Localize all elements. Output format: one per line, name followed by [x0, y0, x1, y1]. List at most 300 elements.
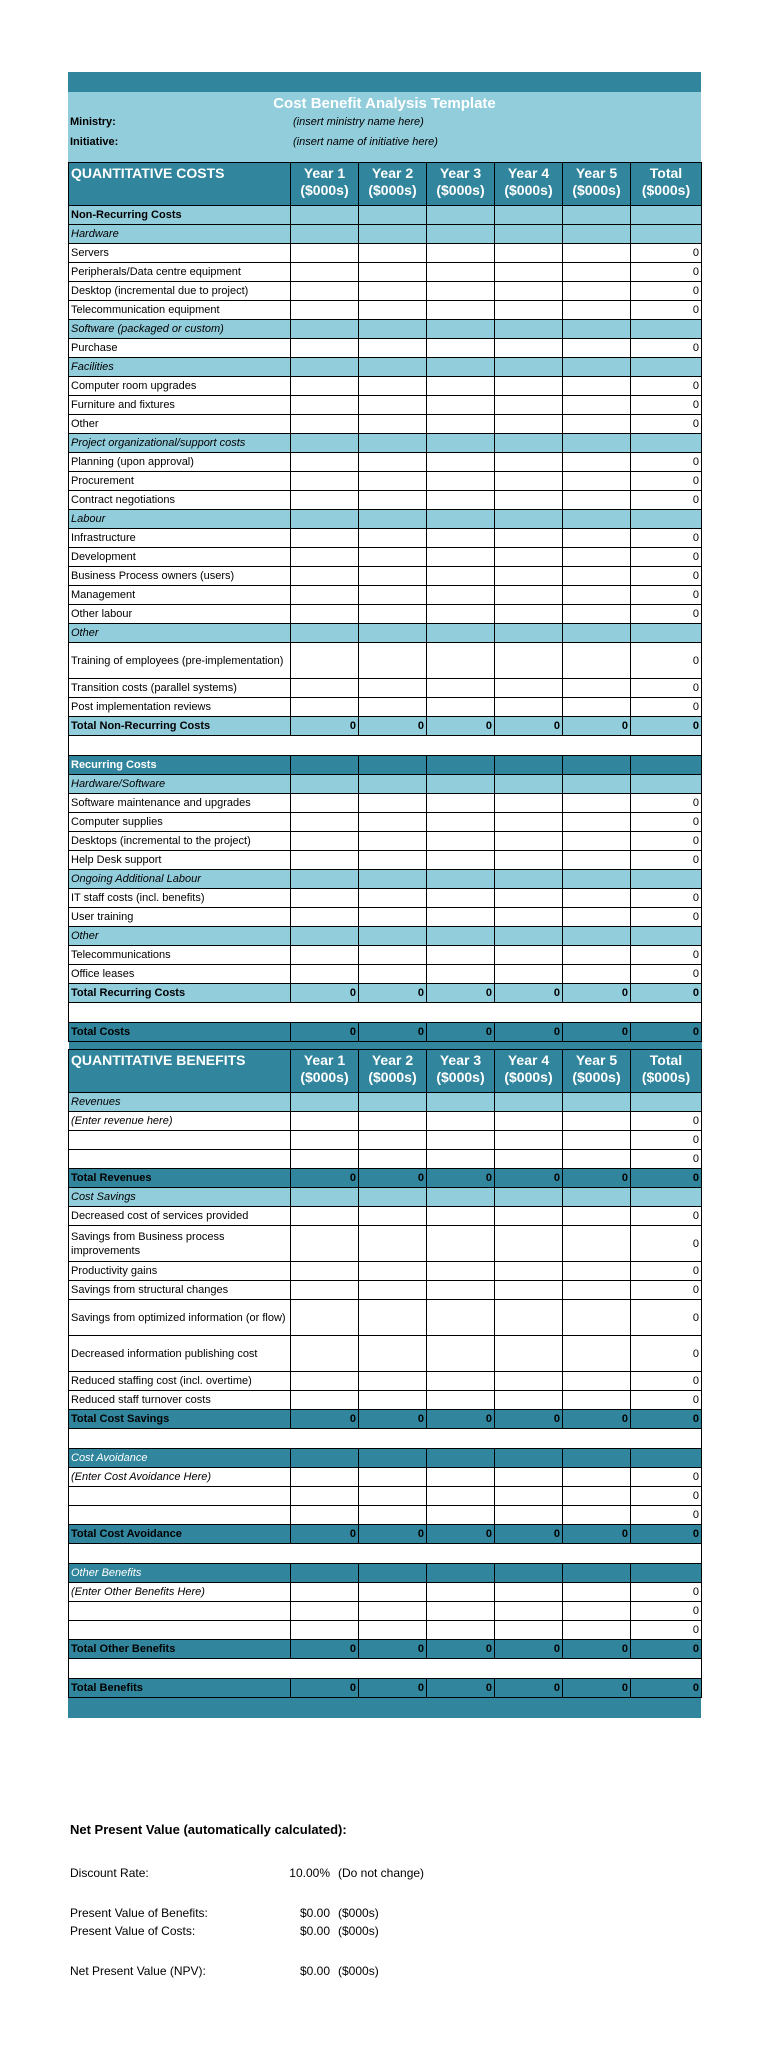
year-cell[interactable]: [495, 605, 563, 624]
year-cell[interactable]: [427, 1621, 495, 1640]
year-cell[interactable]: [495, 1112, 563, 1131]
row-label: Savings from structural changes: [69, 1281, 291, 1300]
year-cell[interactable]: [359, 1487, 427, 1506]
year-cell[interactable]: [291, 415, 359, 434]
year-cell: [359, 1188, 427, 1207]
year-cell[interactable]: [291, 794, 359, 813]
year-cell[interactable]: [563, 1262, 631, 1281]
table-row: [69, 1449, 702, 1468]
year-cell[interactable]: [495, 453, 563, 472]
year-cell[interactable]: [291, 1487, 359, 1506]
year-cell[interactable]: [495, 794, 563, 813]
ministry-field[interactable]: (insert ministry name here): [293, 116, 424, 128]
year-cell[interactable]: [563, 453, 631, 472]
row-label: IT staff costs (incl. benefits): [69, 889, 291, 908]
year-cell: [291, 775, 359, 794]
year-cell[interactable]: [563, 1281, 631, 1300]
total-cell: 0: [631, 415, 702, 434]
year-cell[interactable]: [427, 1150, 495, 1169]
year-cell: 0: [291, 984, 359, 1003]
year-cell[interactable]: [563, 1131, 631, 1150]
year-cell: [563, 225, 631, 244]
year-cell[interactable]: [427, 1112, 495, 1131]
year-cell[interactable]: [427, 472, 495, 491]
year-cell[interactable]: [359, 415, 427, 434]
npv-label: Net Present Value (NPV):: [70, 1964, 206, 1978]
year-cell[interactable]: [495, 1583, 563, 1602]
year-cell[interactable]: [495, 415, 563, 434]
year-cell[interactable]: [359, 244, 427, 263]
year-cell[interactable]: [495, 965, 563, 984]
year-cell[interactable]: [495, 377, 563, 396]
year-cell[interactable]: [427, 586, 495, 605]
year-cell: [291, 1188, 359, 1207]
year-cell[interactable]: [563, 529, 631, 548]
total-cell: 0: [631, 643, 702, 679]
year-cell[interactable]: [495, 1131, 563, 1150]
year-cell[interactable]: [359, 946, 427, 965]
year-cell[interactable]: [563, 491, 631, 510]
table-row: [69, 698, 702, 717]
table-row: [69, 984, 702, 1003]
year-header: Year 5 ($000s): [563, 163, 631, 206]
row-label: Savings from Business process improvements: [69, 1226, 291, 1262]
row-label: Other Benefits: [69, 1564, 291, 1583]
year-cell: [427, 1093, 495, 1112]
year-cell[interactable]: [359, 1226, 427, 1262]
initiative-field[interactable]: (insert name of initiative here): [293, 136, 438, 148]
blank-row: [69, 1429, 702, 1449]
year-cell[interactable]: [563, 1391, 631, 1410]
year-cell[interactable]: [427, 244, 495, 263]
row-label: Total Revenues: [69, 1169, 291, 1188]
bottom-band: [68, 1698, 701, 1718]
year-cell[interactable]: [563, 1487, 631, 1506]
year-cell[interactable]: [563, 1207, 631, 1226]
year-cell[interactable]: [495, 1372, 563, 1391]
year-cell[interactable]: [291, 529, 359, 548]
row-label: Productivity gains: [69, 1262, 291, 1281]
year-cell[interactable]: [563, 396, 631, 415]
year-cell[interactable]: [563, 1602, 631, 1621]
year-cell[interactable]: [563, 244, 631, 263]
year-cell[interactable]: [563, 1468, 631, 1487]
year-cell[interactable]: [427, 605, 495, 624]
year-cell[interactable]: [427, 567, 495, 586]
table-row: [69, 1150, 702, 1169]
year-cell[interactable]: [291, 1372, 359, 1391]
year-cell[interactable]: [495, 529, 563, 548]
year-cell[interactable]: [427, 813, 495, 832]
year-cell[interactable]: [359, 263, 427, 282]
year-cell[interactable]: [427, 491, 495, 510]
total-cell: 0: [631, 1468, 702, 1487]
row-label: Hardware: [69, 225, 291, 244]
year-cell[interactable]: [427, 698, 495, 717]
year-cell[interactable]: [359, 1150, 427, 1169]
row-label: Cost Avoidance: [69, 1449, 291, 1468]
row-label: Other: [69, 624, 291, 643]
year-cell[interactable]: [563, 586, 631, 605]
year-cell[interactable]: [495, 698, 563, 717]
year-cell[interactable]: [427, 1468, 495, 1487]
year-cell[interactable]: [359, 794, 427, 813]
total-cell: [631, 1093, 702, 1112]
year-cell[interactable]: [427, 282, 495, 301]
year-cell: [291, 870, 359, 889]
year-cell[interactable]: [495, 244, 563, 263]
year-cell[interactable]: [359, 396, 427, 415]
table-header-row: [69, 163, 702, 206]
year-cell[interactable]: [563, 339, 631, 358]
year-cell[interactable]: [563, 1583, 631, 1602]
total-cell: 0: [631, 1131, 702, 1150]
row-label: Reduced staffing cost (incl. overtime): [69, 1372, 291, 1391]
year-cell[interactable]: [291, 263, 359, 282]
year-cell[interactable]: [359, 1621, 427, 1640]
year-cell[interactable]: [291, 491, 359, 510]
row-label: Total Cost Avoidance: [69, 1525, 291, 1544]
row-label: Revenues: [69, 1093, 291, 1112]
year-cell[interactable]: [427, 1262, 495, 1281]
total-cell: 0: [631, 567, 702, 586]
year-cell[interactable]: [291, 813, 359, 832]
year-cell[interactable]: [359, 377, 427, 396]
year-cell: [359, 1093, 427, 1112]
year-cell[interactable]: [291, 1391, 359, 1410]
year-cell[interactable]: [427, 946, 495, 965]
year-cell[interactable]: [563, 548, 631, 567]
year-cell[interactable]: [427, 529, 495, 548]
year-cell[interactable]: [563, 889, 631, 908]
year-cell[interactable]: [495, 586, 563, 605]
year-cell[interactable]: [291, 1583, 359, 1602]
year-cell[interactable]: [563, 301, 631, 320]
year-cell[interactable]: [495, 643, 563, 679]
year-cell[interactable]: [291, 1207, 359, 1226]
year-cell[interactable]: [563, 415, 631, 434]
year-cell[interactable]: [291, 1468, 359, 1487]
year-cell[interactable]: [495, 1336, 563, 1372]
year-cell[interactable]: [495, 1602, 563, 1621]
year-cell[interactable]: [495, 946, 563, 965]
year-cell[interactable]: [291, 339, 359, 358]
year-cell: 0: [495, 1023, 563, 1042]
year-cell[interactable]: [427, 263, 495, 282]
year-cell[interactable]: [427, 1226, 495, 1262]
year-cell[interactable]: [427, 415, 495, 434]
year-cell[interactable]: [359, 1372, 427, 1391]
year-cell[interactable]: [291, 698, 359, 717]
year-cell[interactable]: [495, 679, 563, 698]
year-cell: [427, 320, 495, 339]
year-cell[interactable]: [359, 567, 427, 586]
row-label: [69, 1621, 291, 1640]
row-label: Servers: [69, 244, 291, 263]
year-cell: [563, 927, 631, 946]
year-cell[interactable]: [427, 889, 495, 908]
year-cell[interactable]: [359, 529, 427, 548]
year-cell[interactable]: [563, 832, 631, 851]
year-cell[interactable]: [495, 263, 563, 282]
year-cell[interactable]: [359, 643, 427, 679]
year-cell[interactable]: [291, 453, 359, 472]
year-cell[interactable]: [427, 548, 495, 567]
year-cell[interactable]: [495, 396, 563, 415]
year-cell[interactable]: [291, 832, 359, 851]
year-cell[interactable]: [359, 813, 427, 832]
year-cell[interactable]: [291, 946, 359, 965]
year-cell[interactable]: [495, 548, 563, 567]
year-cell[interactable]: [359, 282, 427, 301]
year-cell[interactable]: [291, 1621, 359, 1640]
table-row: [69, 244, 702, 263]
year-cell[interactable]: [291, 472, 359, 491]
year-cell[interactable]: [495, 908, 563, 927]
year-cell[interactable]: [495, 1621, 563, 1640]
year-cell[interactable]: [563, 1506, 631, 1525]
year-cell[interactable]: [427, 1487, 495, 1506]
year-cell[interactable]: [359, 889, 427, 908]
year-cell[interactable]: [359, 605, 427, 624]
year-cell[interactable]: [291, 301, 359, 320]
year-cell: [563, 1093, 631, 1112]
year-cell[interactable]: [359, 832, 427, 851]
year-cell[interactable]: [563, 679, 631, 698]
year-cell[interactable]: [427, 1506, 495, 1525]
blank-cell: [69, 1659, 702, 1679]
year-cell: [563, 775, 631, 794]
year-cell[interactable]: [563, 472, 631, 491]
total-cell: 0: [631, 529, 702, 548]
year-cell[interactable]: [291, 1506, 359, 1525]
year-cell[interactable]: [291, 643, 359, 679]
year-cell[interactable]: [495, 1226, 563, 1262]
year-cell[interactable]: [563, 282, 631, 301]
year-cell[interactable]: [359, 339, 427, 358]
blank-row: [69, 736, 702, 756]
total-cell: 0: [631, 1410, 702, 1429]
year-cell[interactable]: [359, 1207, 427, 1226]
year-cell: [427, 358, 495, 377]
row-label: [69, 1487, 291, 1506]
year-cell[interactable]: [291, 1336, 359, 1372]
year-cell[interactable]: [291, 586, 359, 605]
year-cell[interactable]: [563, 908, 631, 927]
year-cell[interactable]: [563, 946, 631, 965]
year-cell[interactable]: [563, 1372, 631, 1391]
year-cell[interactable]: [291, 282, 359, 301]
year-cell[interactable]: [359, 453, 427, 472]
table-row: [69, 643, 702, 679]
table-row: [69, 1487, 702, 1506]
row-label: Procurement: [69, 472, 291, 491]
year-cell[interactable]: [291, 1226, 359, 1262]
year-cell[interactable]: [427, 643, 495, 679]
year-cell[interactable]: [427, 1131, 495, 1150]
year-cell[interactable]: [495, 1281, 563, 1300]
year-cell[interactable]: [291, 567, 359, 586]
year-cell[interactable]: [495, 567, 563, 586]
year-cell[interactable]: [495, 491, 563, 510]
year-cell[interactable]: [359, 1468, 427, 1487]
discount-rate-value[interactable]: 10.00%: [289, 1866, 330, 1880]
year-cell: [563, 320, 631, 339]
table-row: [69, 813, 702, 832]
year-cell[interactable]: [291, 1150, 359, 1169]
year-cell[interactable]: [427, 1300, 495, 1336]
year-header: Year 4 ($000s): [495, 1050, 563, 1093]
year-cell[interactable]: [291, 679, 359, 698]
year-cell[interactable]: [427, 1391, 495, 1410]
year-cell[interactable]: [291, 605, 359, 624]
year-cell[interactable]: [359, 1602, 427, 1621]
year-cell[interactable]: [359, 851, 427, 870]
year-cell[interactable]: [427, 1372, 495, 1391]
year-cell[interactable]: [291, 1281, 359, 1300]
year-cell[interactable]: [563, 377, 631, 396]
year-cell[interactable]: [563, 794, 631, 813]
year-cell[interactable]: [563, 1621, 631, 1640]
year-cell[interactable]: [427, 339, 495, 358]
year-cell[interactable]: [427, 965, 495, 984]
year-cell[interactable]: [359, 1583, 427, 1602]
year-cell[interactable]: [427, 453, 495, 472]
year-cell[interactable]: [563, 567, 631, 586]
year-cell[interactable]: [563, 643, 631, 679]
year-cell[interactable]: [427, 301, 495, 320]
year-cell[interactable]: [563, 1336, 631, 1372]
year-cell[interactable]: [427, 1602, 495, 1621]
year-cell[interactable]: [495, 813, 563, 832]
total-cell: 0: [631, 396, 702, 415]
year-cell[interactable]: [495, 889, 563, 908]
year-cell[interactable]: [427, 679, 495, 698]
year-cell[interactable]: [291, 1112, 359, 1131]
year-cell[interactable]: [359, 1112, 427, 1131]
year-cell[interactable]: [359, 491, 427, 510]
year-cell[interactable]: [291, 377, 359, 396]
year-cell[interactable]: [563, 1300, 631, 1336]
year-cell[interactable]: [495, 832, 563, 851]
year-cell[interactable]: [495, 1391, 563, 1410]
year-cell[interactable]: [495, 1300, 563, 1336]
year-cell[interactable]: [291, 851, 359, 870]
year-cell[interactable]: [359, 1300, 427, 1336]
year-cell[interactable]: [359, 472, 427, 491]
year-cell[interactable]: [359, 301, 427, 320]
year-cell[interactable]: [359, 965, 427, 984]
year-cell: [359, 434, 427, 453]
year-cell[interactable]: [291, 1602, 359, 1621]
year-cell[interactable]: [495, 339, 563, 358]
year-cell[interactable]: [291, 244, 359, 263]
year-cell[interactable]: [495, 1468, 563, 1487]
year-cell[interactable]: [563, 1112, 631, 1131]
year-cell[interactable]: [427, 908, 495, 927]
year-cell: 0: [563, 1679, 631, 1698]
year-cell[interactable]: [495, 472, 563, 491]
year-cell[interactable]: [495, 1207, 563, 1226]
year-cell[interactable]: [291, 889, 359, 908]
table-row: [69, 946, 702, 965]
year-cell[interactable]: [291, 908, 359, 927]
year-cell[interactable]: [495, 1487, 563, 1506]
year-cell[interactable]: [291, 396, 359, 415]
year-cell[interactable]: [427, 1336, 495, 1372]
year-cell[interactable]: [427, 1583, 495, 1602]
year-cell: [427, 1449, 495, 1468]
year-cell[interactable]: [359, 1131, 427, 1150]
year-cell[interactable]: [427, 1207, 495, 1226]
year-cell[interactable]: [563, 698, 631, 717]
year-cell[interactable]: [427, 832, 495, 851]
year-cell: 0: [427, 1525, 495, 1544]
year-cell: 0: [563, 1640, 631, 1659]
year-cell[interactable]: [359, 679, 427, 698]
year-cell: [495, 358, 563, 377]
year-cell[interactable]: [495, 1506, 563, 1525]
year-cell: [427, 206, 495, 225]
year-cell[interactable]: [563, 263, 631, 282]
year-cell[interactable]: [291, 548, 359, 567]
year-cell[interactable]: [495, 1150, 563, 1169]
year-header: Year 1 ($000s): [291, 163, 359, 206]
year-cell[interactable]: [563, 965, 631, 984]
year-cell[interactable]: [359, 908, 427, 927]
year-cell: [495, 320, 563, 339]
year-cell[interactable]: [359, 586, 427, 605]
year-cell[interactable]: [291, 1300, 359, 1336]
year-cell[interactable]: [359, 698, 427, 717]
year-cell: [563, 624, 631, 643]
year-cell[interactable]: [495, 282, 563, 301]
year-cell[interactable]: [291, 1131, 359, 1150]
year-cell[interactable]: [359, 548, 427, 567]
year-cell[interactable]: [427, 794, 495, 813]
year-cell[interactable]: [291, 1262, 359, 1281]
total-cell: [631, 320, 702, 339]
year-cell[interactable]: [495, 851, 563, 870]
year-cell[interactable]: [359, 1506, 427, 1525]
year-cell[interactable]: [563, 851, 631, 870]
year-cell: [291, 756, 359, 775]
year-cell[interactable]: [427, 396, 495, 415]
year-cell[interactable]: [563, 813, 631, 832]
year-cell[interactable]: [563, 605, 631, 624]
table-row: [69, 434, 702, 453]
total-cell: 0: [631, 491, 702, 510]
year-cell: [495, 206, 563, 225]
year-cell[interactable]: [291, 965, 359, 984]
year-cell[interactable]: [563, 1226, 631, 1262]
year-cell: 0: [563, 1410, 631, 1429]
year-cell[interactable]: [359, 1262, 427, 1281]
year-cell[interactable]: [563, 1150, 631, 1169]
year-cell[interactable]: [359, 1281, 427, 1300]
year-cell[interactable]: [427, 851, 495, 870]
table-row: [69, 1131, 702, 1150]
total-cell: 0: [631, 1372, 702, 1391]
year-cell[interactable]: [427, 1281, 495, 1300]
year-cell[interactable]: [495, 1262, 563, 1281]
year-cell[interactable]: [359, 1391, 427, 1410]
year-cell[interactable]: [427, 377, 495, 396]
year-cell[interactable]: [495, 301, 563, 320]
year-cell[interactable]: [359, 1336, 427, 1372]
year-cell: [359, 510, 427, 529]
row-label: Post implementation reviews: [69, 698, 291, 717]
